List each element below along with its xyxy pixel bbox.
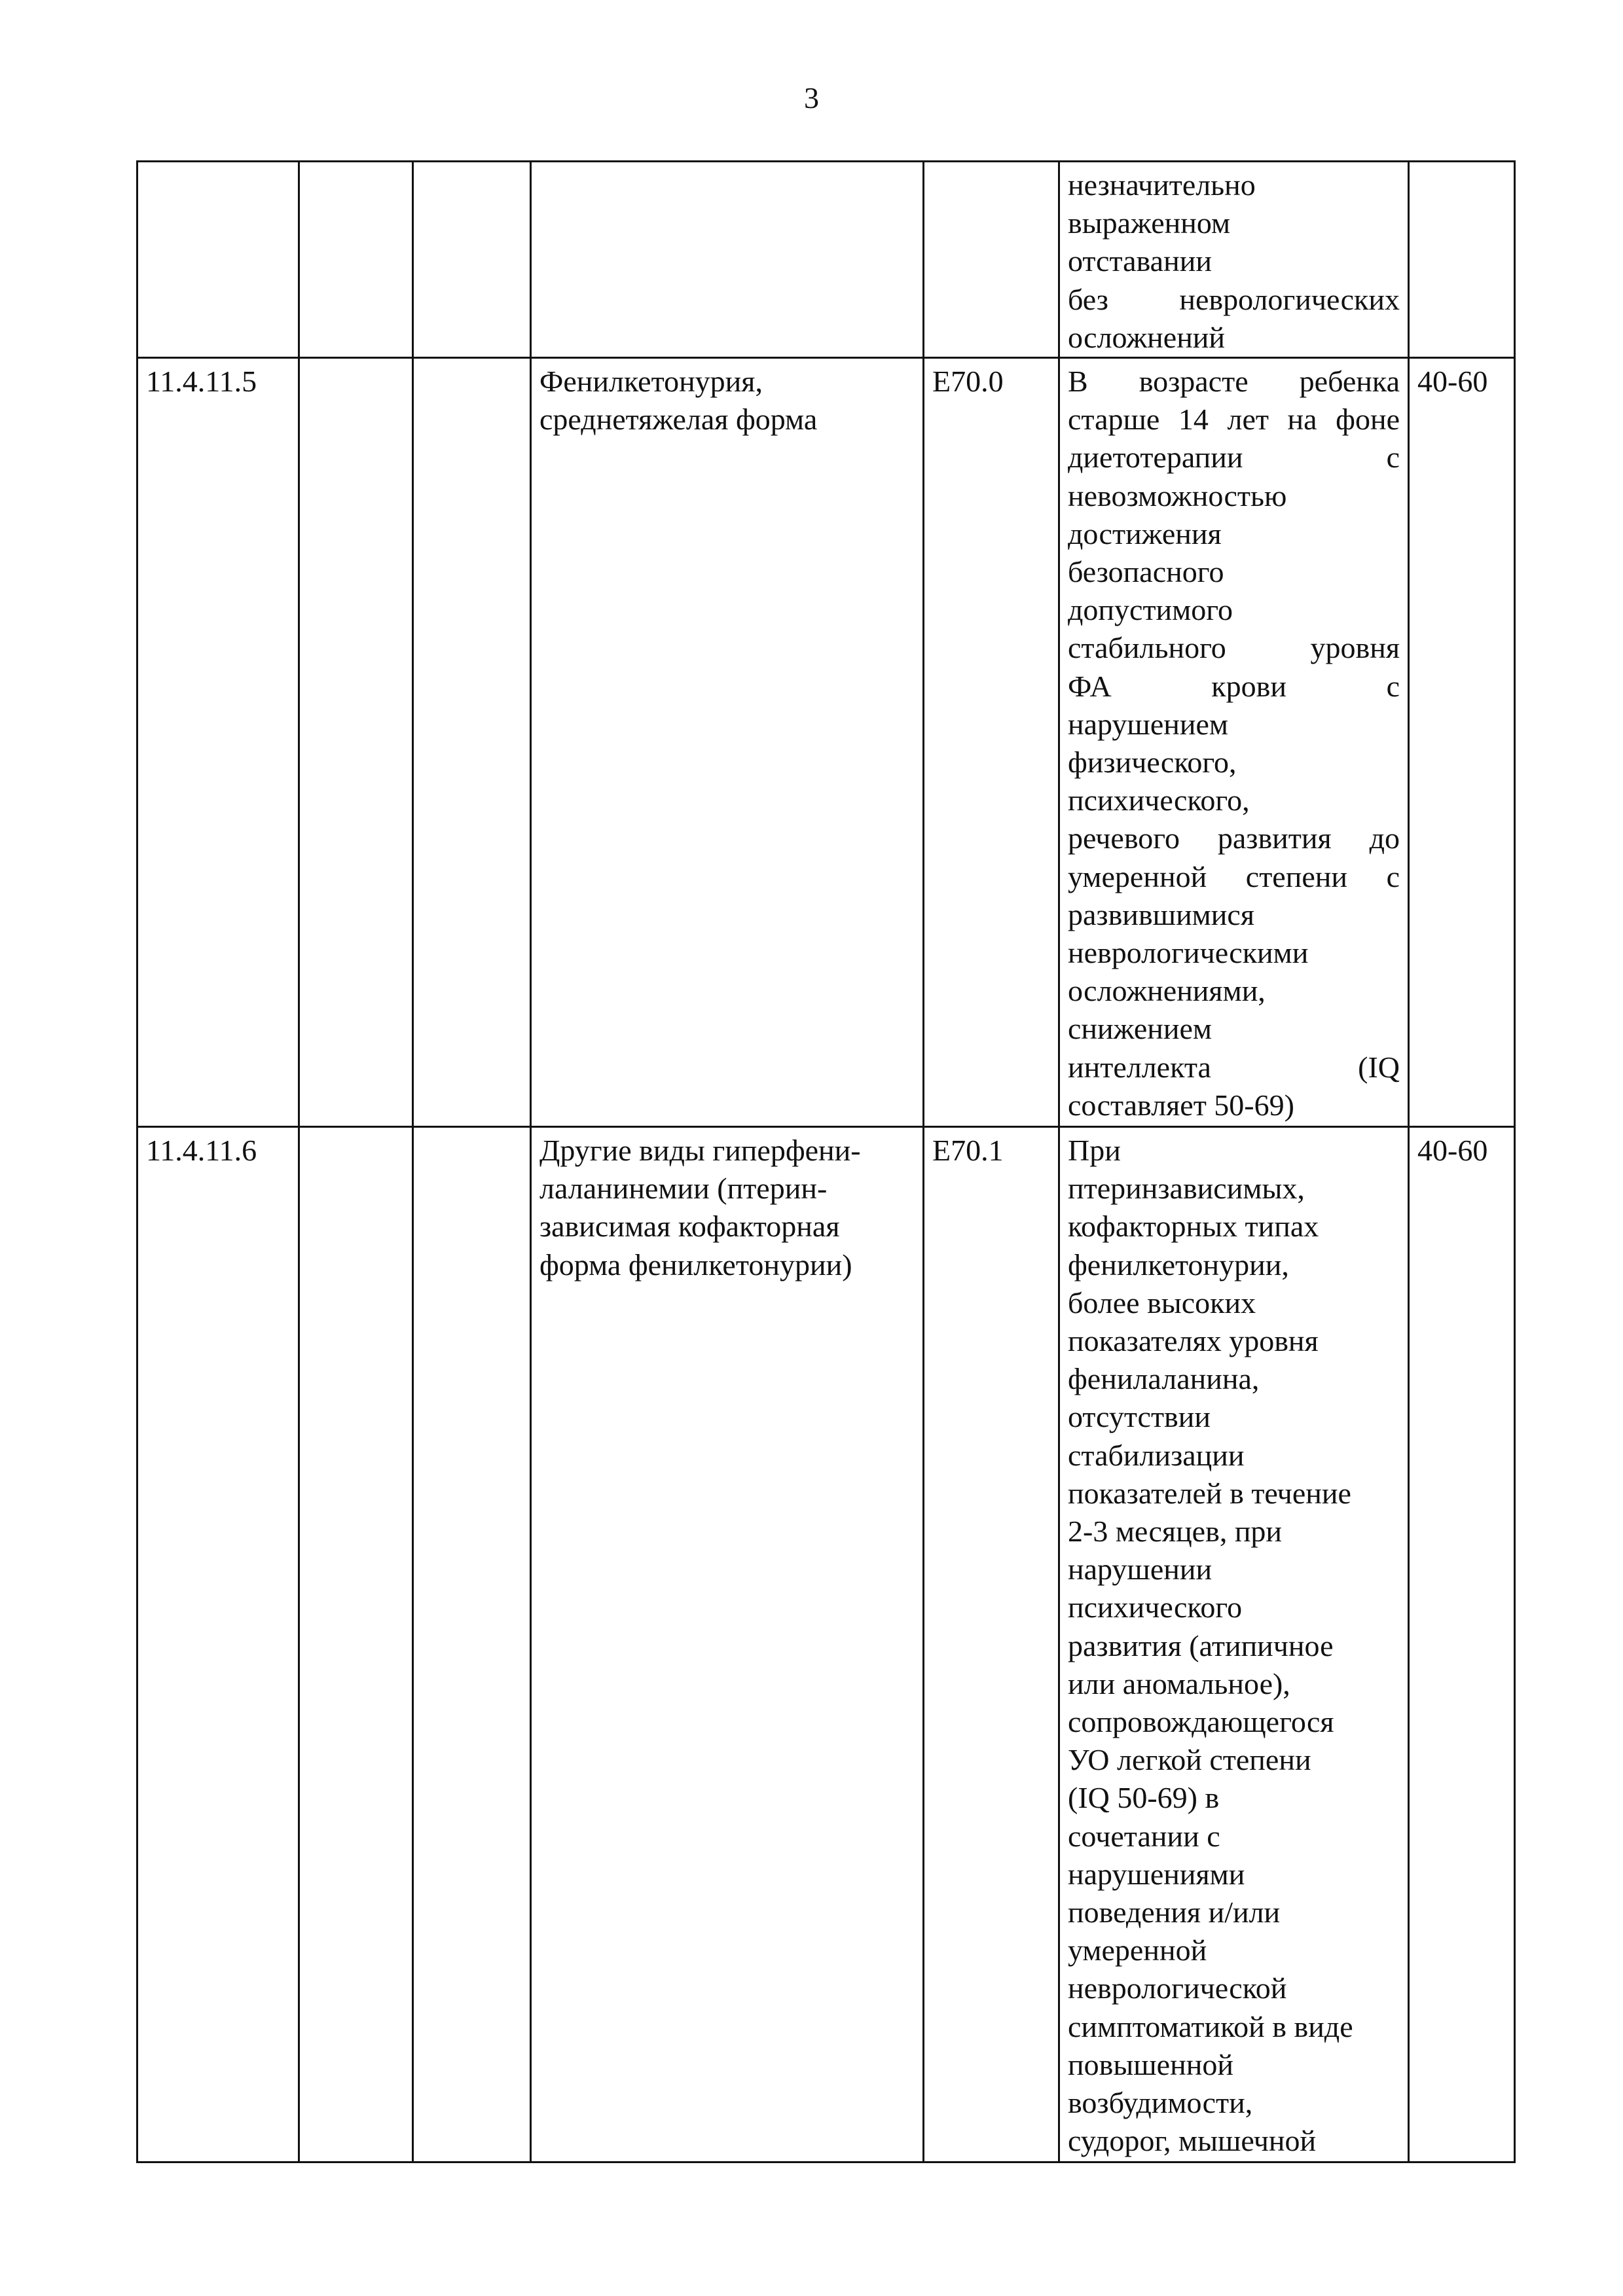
row-description (1059, 358, 1409, 1127)
row-code: 11.4.11.5 (137, 358, 299, 1127)
description-line: речевого развития до (1068, 821, 1400, 855)
description-line: симптоматикой в виде (1068, 2009, 1353, 2043)
table-row (137, 162, 1515, 358)
row-percent: 40-60 (1409, 358, 1515, 1127)
criteria-table (136, 160, 1516, 2163)
description-line: достижения (1068, 516, 1222, 550)
row-column-2 (299, 1127, 413, 2162)
description-line: отставании (1068, 244, 1212, 278)
row-column-3 (413, 358, 531, 1127)
description-line: 2-3 месяцев, при (1068, 1515, 1283, 1549)
description-line: кофакторных типах (1068, 1210, 1319, 1244)
description-line: невозможностью (1068, 478, 1287, 512)
row-column-3 (413, 162, 531, 358)
row-condition-name (531, 1127, 924, 2162)
row-column-2 (299, 358, 413, 1127)
description-line: нарушением (1068, 707, 1229, 741)
description-line: отсутствии (1068, 1400, 1211, 1434)
condition-name-line: лаланинемии (птерин- (539, 1172, 828, 1206)
condition-name-line: Другие виды гиперфени- (539, 1134, 861, 1168)
description-line: стабильного уровня (1068, 631, 1400, 665)
description-line: развития (атипичное (1068, 1628, 1334, 1662)
row-icd-code: E70.0 (924, 358, 1059, 1127)
row-code (137, 162, 299, 358)
description-line: птеринзависимых, (1068, 1172, 1305, 1206)
description-line: физического, (1068, 745, 1237, 780)
description-line: интеллекта (IQ (1068, 1050, 1400, 1084)
description-line: показателях уровня (1068, 1324, 1319, 1358)
row-description (1059, 1127, 1409, 2162)
row-description (1059, 162, 1409, 358)
description-line: осложнениями, (1068, 974, 1266, 1008)
description-line: стабилизации (1068, 1438, 1245, 1472)
description-line: развившимися (1068, 897, 1254, 931)
description-line: или аномальное), (1068, 1666, 1290, 1700)
description-line: нарушениями (1068, 1857, 1245, 1891)
description-line: судорог, мышечной (1068, 2124, 1317, 2158)
description-line: допустимого (1068, 593, 1233, 627)
description-line: В возрасте ребенка (1068, 365, 1400, 399)
row-icd-code (924, 162, 1059, 358)
description-line: без неврологических (1068, 282, 1400, 316)
row-icd-code: E70.1 (924, 1127, 1059, 2162)
table-row (137, 358, 1515, 1127)
row-percent: 40-60 (1409, 1127, 1515, 2162)
description-line: возбудимости, (1068, 2086, 1253, 2120)
description-line: осложнений (1068, 320, 1226, 354)
row-condition-name (531, 358, 924, 1127)
description-line: сопровождающегося (1068, 1705, 1334, 1739)
condition-name-line: Фенилкетонурия, (539, 365, 763, 399)
description-line: При (1068, 1134, 1121, 1168)
table-row (137, 1127, 1515, 2162)
row-column-2 (299, 162, 413, 358)
description-line: (IQ 50-69) в (1068, 1781, 1220, 1815)
description-line: умеренной степени с (1068, 859, 1400, 893)
description-line: поведения и/или (1068, 1895, 1281, 1929)
description-line: незначительно (1068, 168, 1256, 202)
page-number: 3 (804, 81, 819, 115)
description-line: ФА крови с (1068, 669, 1400, 703)
description-line: фенилаланина, (1068, 1362, 1260, 1396)
description-line: показателей в течение (1068, 1476, 1351, 1510)
row-code: 11.4.11.6 (137, 1127, 299, 2162)
description-line: фенилкетонурии, (1068, 1247, 1289, 1282)
description-line: старше 14 лет на фоне (1068, 403, 1400, 437)
description-line: УО легкой степени (1068, 1743, 1311, 1777)
description-line: безопасного (1068, 555, 1224, 589)
description-line: выраженном (1068, 206, 1231, 240)
row-condition-name (531, 162, 924, 358)
condition-name-line: среднетяжелая форма (539, 403, 818, 437)
description-line: составляет 50-69) (1068, 1088, 1294, 1122)
condition-name-line: форма фенилкетонурии) (539, 1247, 852, 1282)
description-line: нарушении (1068, 1552, 1213, 1587)
description-line: неврологической (1068, 1971, 1287, 2005)
description-line: неврологическими (1068, 936, 1309, 970)
description-line: психического (1068, 1590, 1243, 1624)
description-line: психического, (1068, 783, 1250, 817)
description-line: сочетании с (1068, 1819, 1220, 1853)
description-line: снижением (1068, 1012, 1213, 1046)
table-body (137, 162, 1515, 2162)
description-line: умеренной (1068, 1933, 1207, 1967)
description-line: диетотерапии с (1068, 440, 1400, 475)
row-percent (1409, 162, 1515, 358)
description-line: повышенной (1068, 2047, 1233, 2081)
condition-name-line: зависимая кофакторная (539, 1210, 840, 1244)
description-line: более высоких (1068, 1285, 1256, 1319)
row-column-3 (413, 1127, 531, 2162)
